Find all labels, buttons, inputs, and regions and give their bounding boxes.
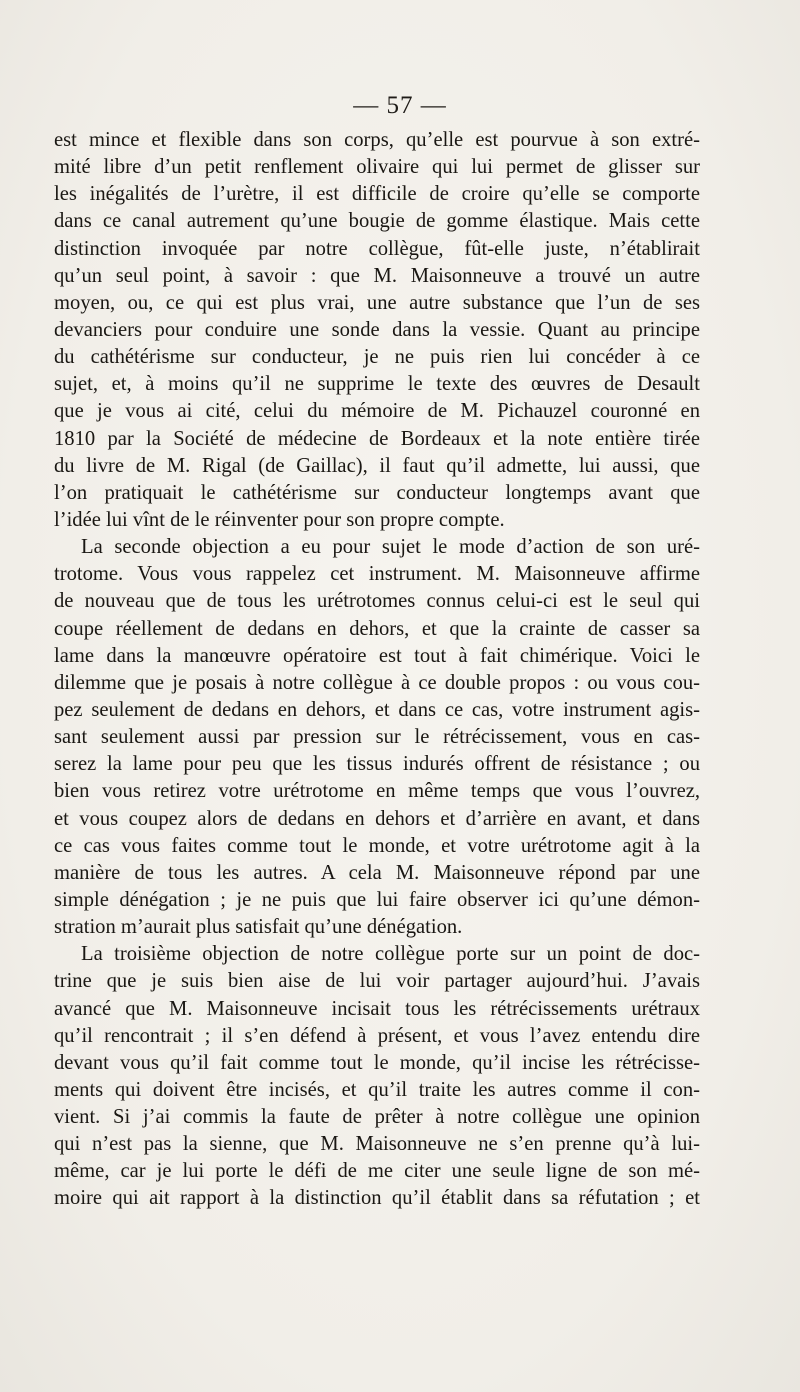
text-line: qu’un seul point, à savoir : que M. Maisonneuve a trouvé un autre bbox=[54, 264, 700, 287]
text-line: dilemme que je posais à notre collègue à ce double propos : ou vous cou- bbox=[54, 671, 700, 694]
text-line: l’on pratiquait le cathétérisme sur conducteur longtemps avant que bbox=[54, 481, 700, 504]
text-line: simple dénégation ; je ne puis que lui faire observer ici qu’une démon- bbox=[54, 888, 700, 911]
text-line: distinction invoquée par notre collègue, fût-elle juste, n’établirait bbox=[54, 237, 700, 260]
text-line: ments qui doivent être incisés, et qu’il traite les autres comme il con- bbox=[54, 1078, 700, 1101]
text-line: sant seulement aussi par pression sur le rétrécissement, vous en cas- bbox=[54, 726, 700, 749]
text-line: l’idée lui vînt de le réinventer pour son propre compte. bbox=[54, 508, 505, 531]
text-line: vient. Si j’ai commis la faute de prêter à notre collègue une opinion bbox=[54, 1106, 700, 1129]
text-line: bien vous retirez votre urétrotome en même temps que vous l’ouvrez, bbox=[54, 780, 700, 803]
text-line: devant vous qu’il fait comme tout le monde, qu’il incise les rétrécisse- bbox=[54, 1051, 700, 1074]
text-line: trotome. Vous vous rappelez cet instrument. M. Maisonneuve affirme bbox=[54, 563, 700, 586]
text-line: pez seulement de dedans en dehors, et dans ce cas, votre instrument agis- bbox=[54, 698, 700, 721]
text-line: La troisième objection de notre collègue porte sur un point de doc- bbox=[81, 943, 700, 966]
text-line: 1810 par la Société de médecine de Bordeaux et la note entière tirée bbox=[54, 427, 700, 450]
text-line: moyen, ou, ce qui est plus vrai, une autre substance que l’un de ses bbox=[54, 291, 700, 314]
text-line: avancé que M. Maisonneuve incisait tous les rétrécissements urétraux bbox=[54, 997, 700, 1020]
page-number: — 57 — bbox=[353, 92, 447, 119]
text-line: sujet, et, à moins qu’il ne supprime le texte des œuvres de Desault bbox=[54, 373, 700, 396]
text-line: moire qui ait rapport à la distinction qu’il établit dans sa réfutation ; et bbox=[54, 1187, 700, 1210]
text-line: du cathétérisme sur conducteur, je ne puis rien lui concéder à ce bbox=[54, 346, 700, 369]
text-line: du livre de M. Rigal (de Gaillac), il faut qu’il admette, lui aussi, que bbox=[54, 454, 700, 477]
body-text bbox=[54, 127, 700, 1213]
text-line: devanciers pour conduire une sonde dans la vessie. Quant au principe bbox=[54, 318, 700, 341]
text-line: manière de tous les autres. A cela M. Maisonneuve répond par une bbox=[54, 861, 700, 884]
text-line: même, car je lui porte le défi de me citer une seule ligne de son mé- bbox=[54, 1160, 700, 1183]
text-line: serez la lame pour peu que les tissus indurés offrent de résistance ; ou bbox=[54, 753, 700, 776]
text-line: coupe réellement de dedans en dehors, et que la crainte de casser sa bbox=[54, 617, 700, 640]
text-line: est mince et flexible dans son corps, qu’elle est pourvue à son extré- bbox=[54, 129, 700, 151]
text-line: que je vous ai cité, celui du mémoire de M. Pichauzel couronné en bbox=[54, 400, 700, 423]
text-line: trine que je suis bien aise de lui voir partager aujourd’hui. J’avais bbox=[54, 970, 700, 993]
paragraph-3 bbox=[54, 941, 700, 1212]
text-line: lame dans la manœuvre opératoire est tout à fait chimérique. Voici le bbox=[54, 644, 700, 667]
text-line: dans ce canal autrement qu’une bougie de gomme élastique. Mais cette bbox=[54, 210, 700, 233]
paragraph-1 bbox=[54, 127, 700, 534]
text-line: mité libre d’un petit renflement olivaire qui lui permet de glisser sur bbox=[54, 156, 700, 179]
text-line: stration m’aurait plus satisfait qu’une dénégation. bbox=[54, 916, 463, 939]
text-line: ce cas vous faites comme tout le monde, et votre urétrotome agit à la bbox=[54, 834, 700, 857]
text-line: qui n’est pas la sienne, que M. Maisonneuve ne s’en prenne qu’à lui- bbox=[54, 1133, 700, 1156]
text-line: qu’il rencontrait ; il s’en défend à présent, et vous l’avez entendu dire bbox=[54, 1024, 700, 1047]
paragraph-2 bbox=[54, 534, 700, 941]
text-line: de nouveau que de tous les urétrotomes connus celui-ci est le seul qui bbox=[54, 590, 700, 613]
text-line: La seconde objection a eu pour sujet le mode d’action de son uré- bbox=[81, 536, 700, 559]
text-line: et vous coupez alors de dedans en dehors et d’arrière en avant, et dans bbox=[54, 807, 700, 830]
text-line: les inégalités de l’urètre, il est difficile de croire qu’elle se comporte bbox=[54, 183, 700, 206]
